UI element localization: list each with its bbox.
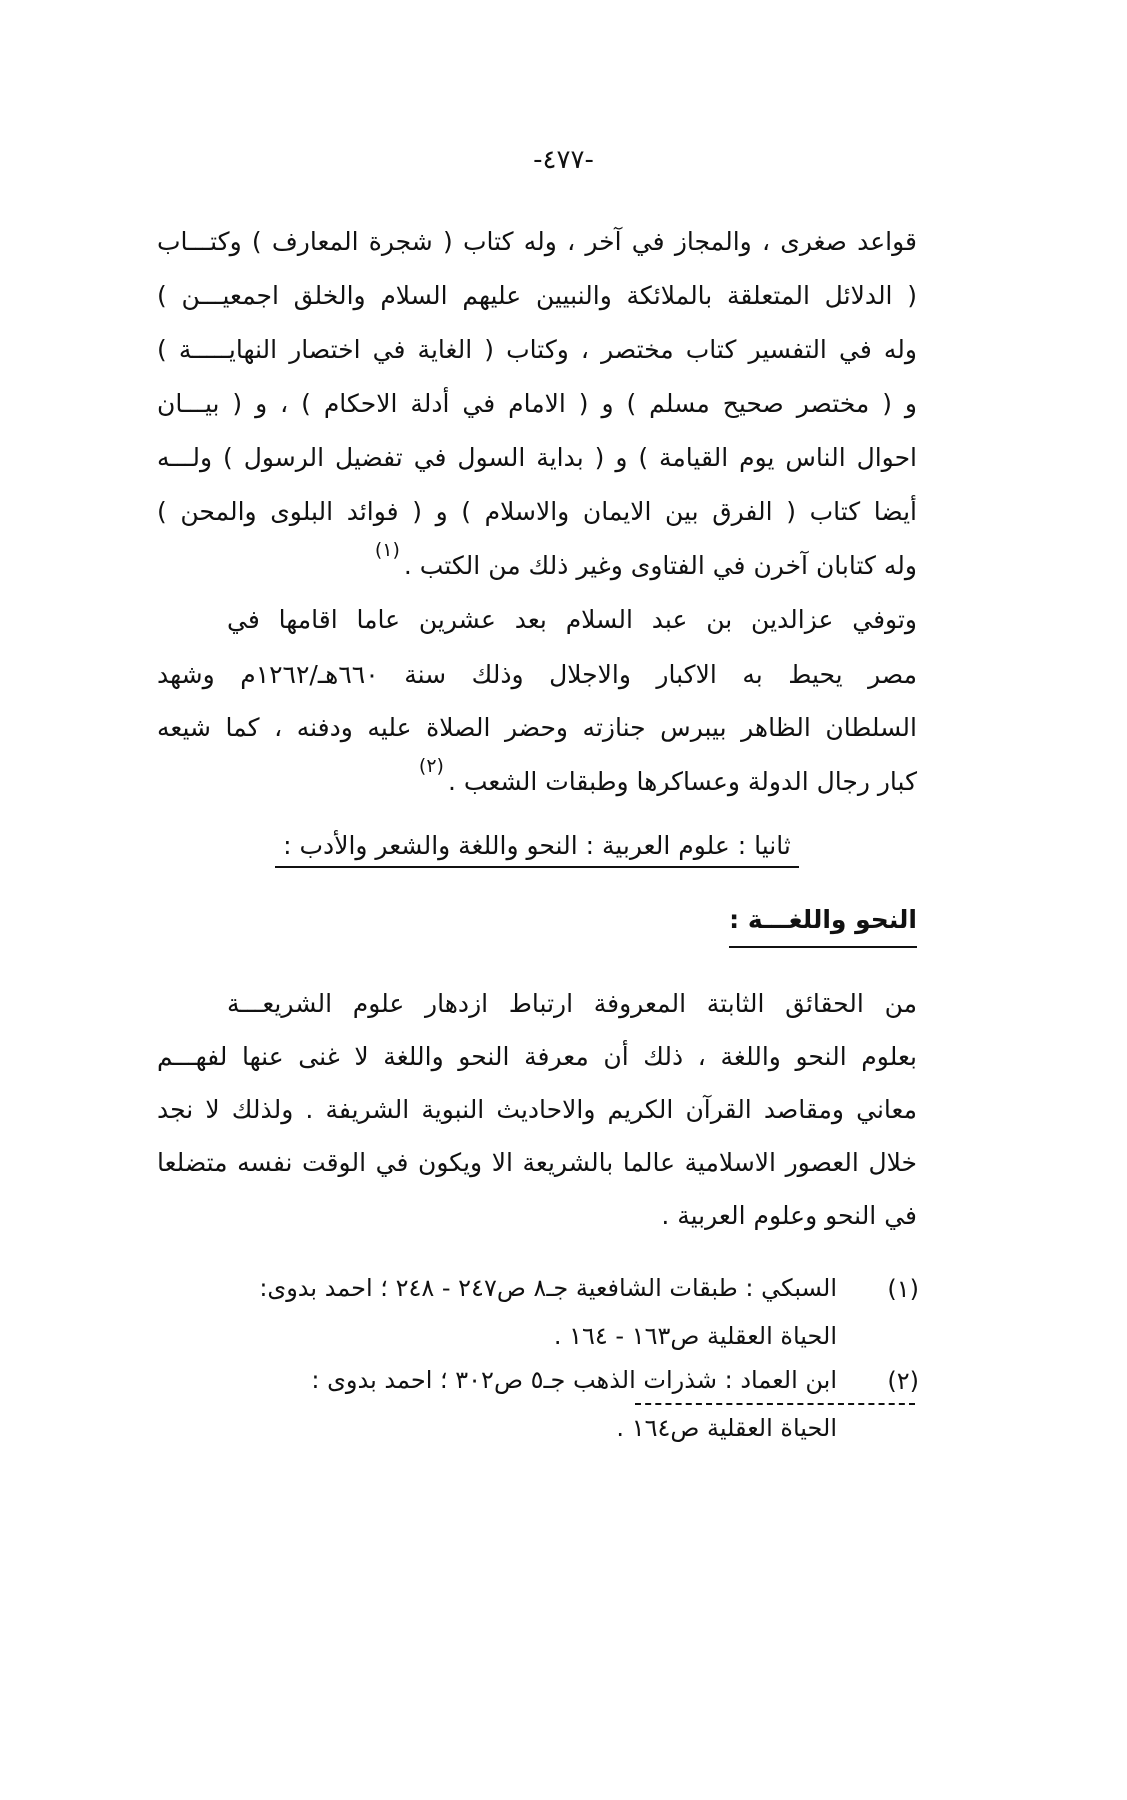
body-line: ( الدلائل المتعلقة بالملائكة والنبيين عليهم السلام والخلق اجمعيـــن ): [157, 281, 917, 310]
body-line-text: كبار رجال الدولة وعساكرها وطبقات الشعب .: [447, 767, 917, 796]
body-line: بعلوم النحو واللغة ، ذلك أن معرفة النحو واللغة لا غنى عنها لفهـــم: [157, 1042, 917, 1071]
body-line: وتوفي عزالدين بن عبد السلام بعد عشرين عاما اقامها في: [227, 605, 917, 634]
footnote-ref: (١): [374, 539, 400, 561]
body-line: [157, 755, 917, 804]
body-line-text: وله كتابان آخرن في الفتاوى وغير ذلك من الكتب .: [403, 551, 917, 580]
page-number: -٤٧٧-: [533, 145, 594, 175]
section-heading-text: ثانيا : علوم العربية : النحو واللغة والشعر والأدب :: [275, 831, 799, 868]
body-line: احوال الناس يوم القيامة ) و ( بداية السول في تفضيل الرسول ) ولـــه: [157, 443, 917, 472]
body-line: السلطان الظاهر بيبرس جنازته وحضر الصلاة عليه ودفنه ، كما شيعه: [157, 713, 917, 742]
footnote-line: ابن العماد : شذرات الذهب جـ٥ ص٣٠٢ ؛ احمد بدوى :: [311, 1366, 837, 1394]
body-line: وله في التفسير كتاب مختصر ، وكتاب ( الغاية في اختصار النهايـــــة ): [157, 335, 917, 364]
footnote-number: (١): [887, 1275, 919, 1303]
body-line: [157, 539, 917, 588]
subheading: النحو واللغـــة :: [729, 900, 917, 948]
body-line: قواعد صغرى ، والمجاز في آخر ، وله كتاب ( شجرة المعارف ) وكتـــاب: [157, 227, 917, 256]
body-line: معاني ومقاصد القرآن الكريم والاحاديث النبوية الشريفة . ولذلك لا نجد: [157, 1095, 917, 1124]
body-line: أيضا كتاب ( الفرق بين الايمان والاسلام ) و ( فوائد البلوى والمحن ): [157, 497, 917, 526]
footnote-separator: [635, 1403, 915, 1405]
footnote-number: (٢): [887, 1367, 919, 1395]
footnote-ref: (٢): [418, 755, 444, 777]
section-heading: [157, 826, 917, 866]
body-line: مصر يحيط به الاكبار والاجلال وذلك سنة ٦٦٠هـ/١٢٦٢م وشهد: [157, 660, 918, 689]
footnote-line: السبكي : طبقات الشافعية جـ٨ ص٢٤٧ - ٢٤٨ ؛ احمد بدوى:: [259, 1274, 837, 1302]
body-line: في النحو وعلوم العربية .: [661, 1201, 917, 1230]
body-line: خلال العصور الاسلامية عالما بالشريعة الا ويكون في الوقت نفسه متضلعا: [157, 1148, 917, 1177]
footnote-line: الحياة العقلية ص١٦٤ .: [616, 1414, 837, 1442]
body-line: من الحقائق الثابتة المعروفة ارتباط ازدهار علوم الشريعـــة: [227, 989, 917, 1018]
body-line: و ( مختصر صحيح مسلم ) و ( الامام في أدلة الاحكام ) ، و ( بيـــان: [157, 389, 917, 418]
footnote-line: الحياة العقلية ص١٦٣ - ١٦٤ .: [553, 1322, 837, 1350]
